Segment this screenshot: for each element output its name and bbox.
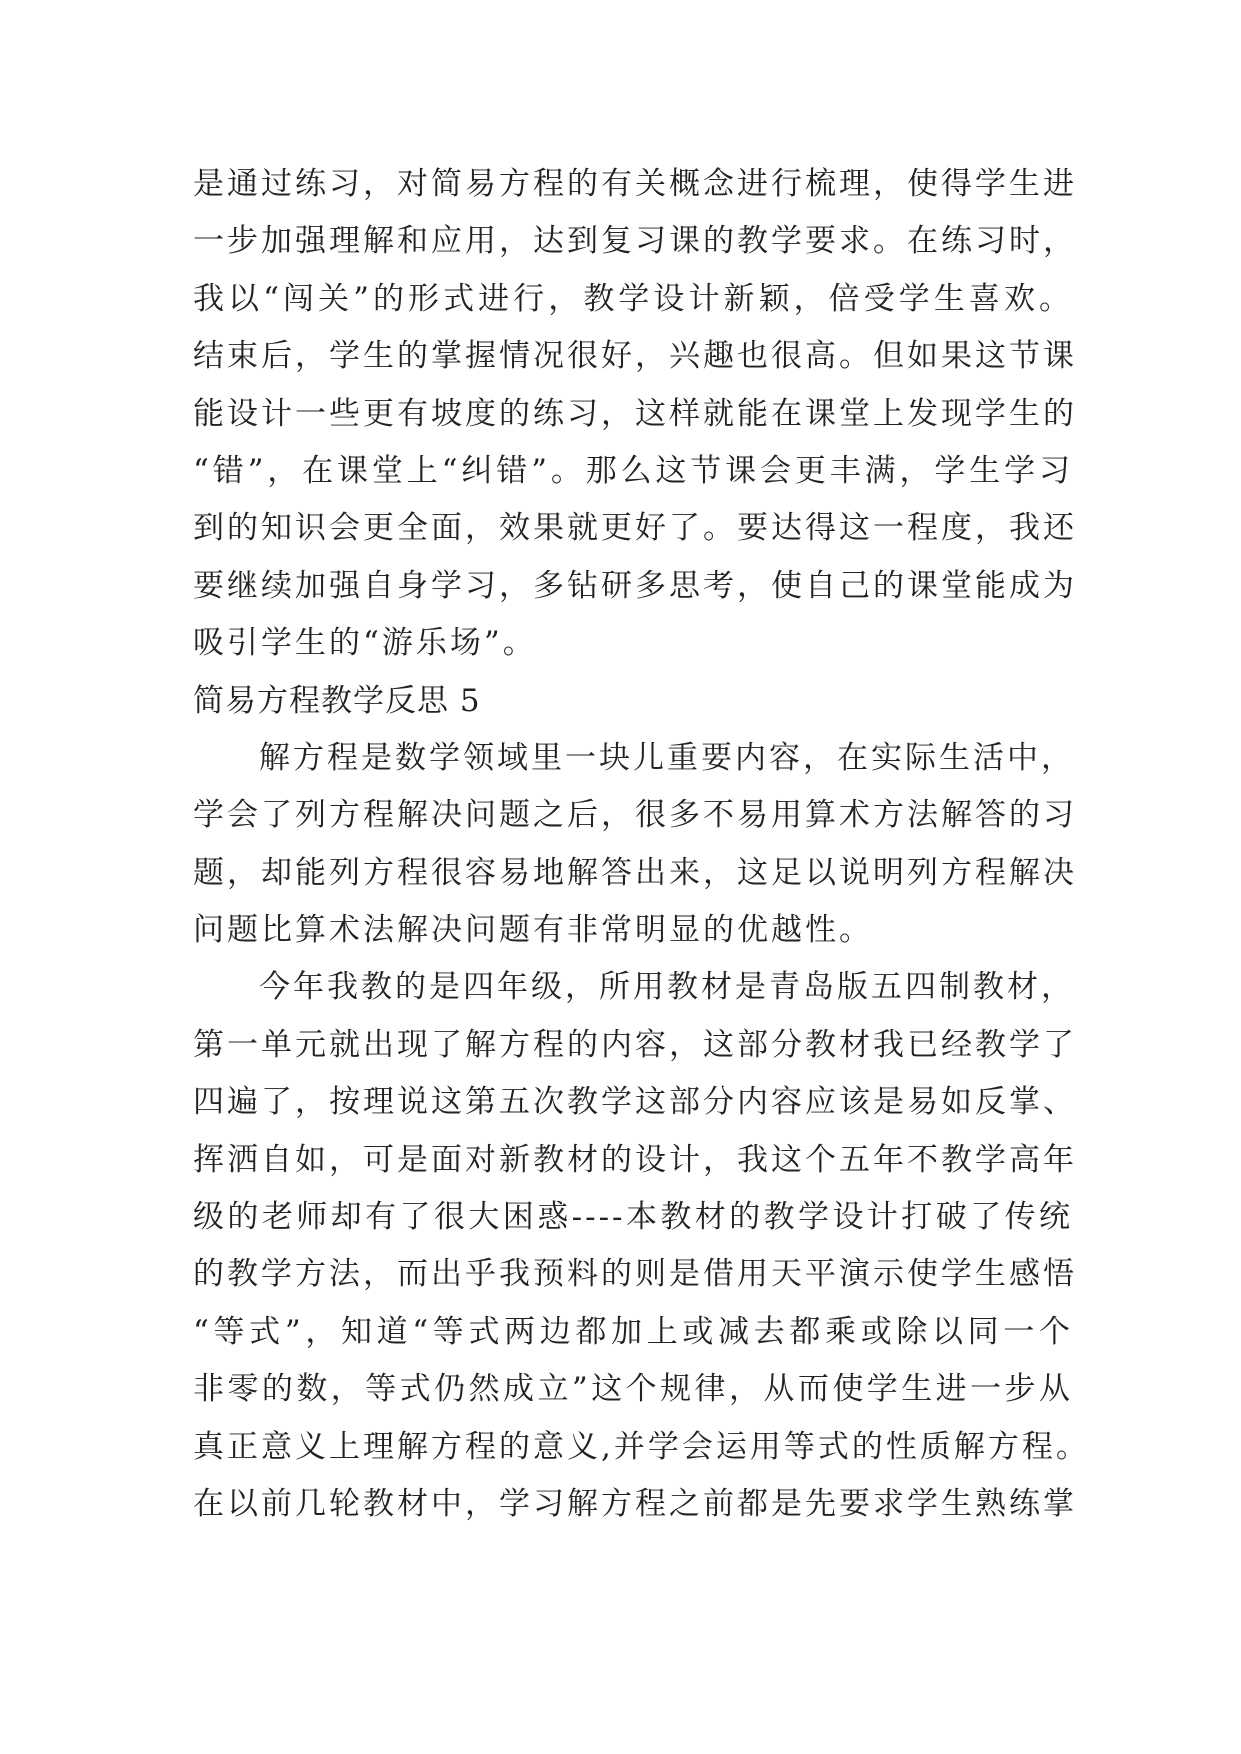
text-line: 的教学方法，而出乎我预料的则是借用天平演示使学生感悟 [193, 1256, 1077, 1293]
text-line: 挥洒自如，可是面对新教材的设计，我这个五年不教学高年 [193, 1141, 1077, 1178]
text-line: “错”，在课堂上“纠错”。那么这节课会更丰满，学生学习 [193, 452, 1073, 489]
document-body [193, 156, 1090, 1533]
text-line: 结束后，学生的掌握情况很好，兴趣也很高。但如果这节课 [193, 338, 1077, 375]
text-line: 问题比算术法解决问题有非常明显的优越性。 [193, 912, 873, 949]
text-line: “等式”，知道“等式两边都加上或减去都乘或除以同一个 [193, 1313, 1073, 1350]
text-line: 学会了列方程解决问题之后，很多不易用算术方法解答的习 [193, 797, 1077, 834]
text-line: 能设计一些更有坡度的练习，这样就能在课堂上发现学生的 [193, 395, 1077, 432]
paragraph-first-line: 今年我教的是四年级，所用教材是青岛版五四制教材， [259, 969, 1075, 1006]
text-line: 四遍了，按理说这第五次教学这部分内容应该是易如反掌、 [193, 1084, 1077, 1121]
text-line: 我以“闯关”的形式进行，教学设计新颖，倍受学生喜欢。 [193, 280, 1073, 317]
text-line: 第一单元就出现了解方程的内容，这部分教材我已经教学了 [193, 1026, 1077, 1063]
text-line: 非零的数，等式仍然成立”这个规律，从而使学生进一步从 [193, 1371, 1073, 1408]
text-line: 真正意义上理解方程的意义,并学会运用等式的性质解方程。 [193, 1428, 1090, 1465]
text-line: 题，却能列方程很容易地解答出来，这足以说明列方程解决 [193, 854, 1077, 891]
text-line: 级的老师却有了很大困惑----本教材的教学设计打破了传统 [193, 1199, 1073, 1236]
text-line: 是通过练习，对简易方程的有关概念进行梳理，使得学生进 [193, 166, 1077, 202]
text-line: 到的知识会更全面，效果就更好了。要达得这一程度，我还 [193, 510, 1077, 547]
text-line: 要继续加强自身学习，多钻研多思考，使自己的课堂能成为 [193, 567, 1077, 604]
text-line: 吸引学生的“游乐场”。 [193, 625, 537, 662]
text-line: 在以前几轮教材中，学习解方程之前都是先要求学生熟练掌 [193, 1485, 1077, 1522]
section-heading: 简易方程教学反思 5 [193, 682, 481, 719]
paragraph-first-line: 解方程是数学领域里一块儿重要内容，在实际生活中， [259, 739, 1075, 776]
text-line: 一步加强理解和应用，达到复习课的教学要求。在练习时， [193, 223, 1077, 260]
